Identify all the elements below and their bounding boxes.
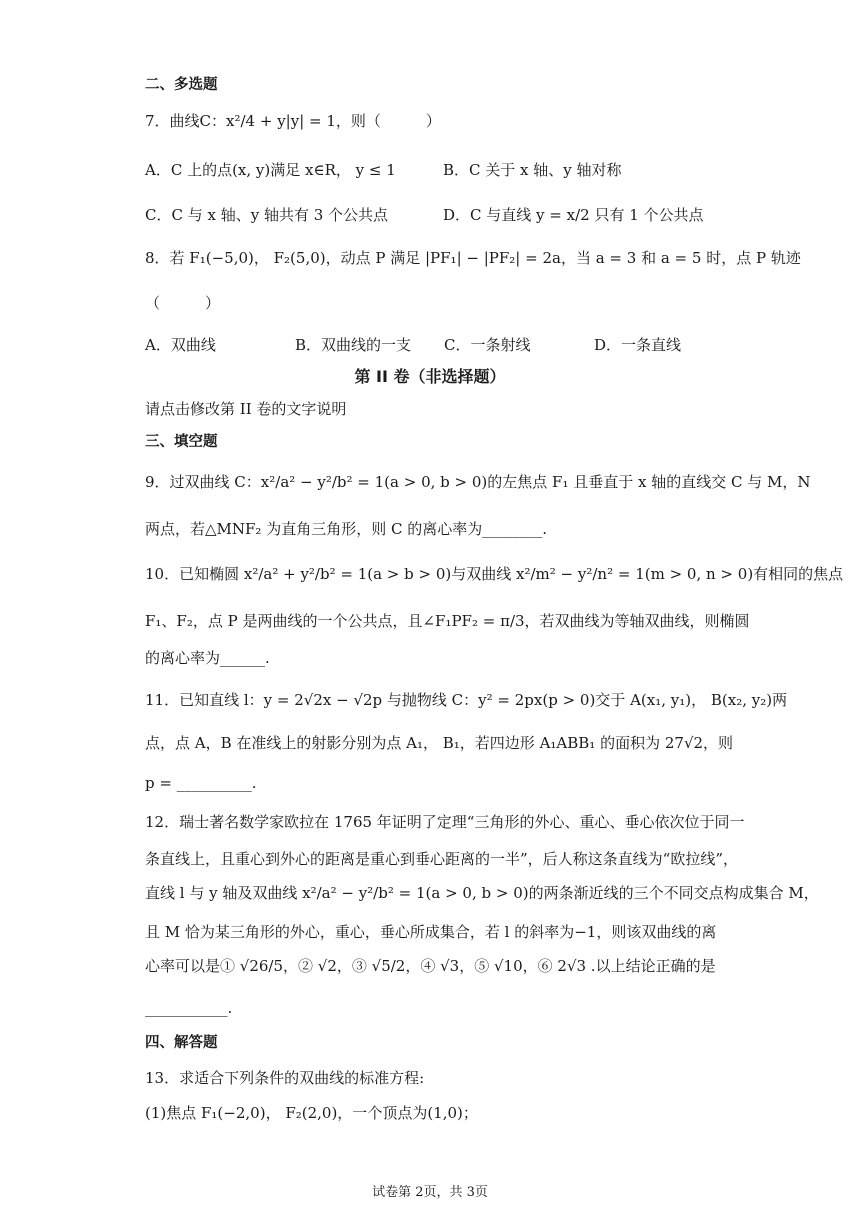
question-13-part-1: (1)焦点 F₁(−2,0)， F₂(2,0)，一个顶点为(1,0)； [145, 1104, 478, 1122]
question-12-line-2: 条直线上，且重心到外心的距离是重心到垂心距离的一半”，后人称这条直线为“欧拉线”， [145, 850, 739, 868]
question-7-option-a: A．C 上的点(x, y)满足 x∈R， y ≤ 1 [145, 161, 396, 179]
section-fill-blank-heading: 三、填空题 [145, 434, 218, 450]
part-2-note: 请点击修改第 II 卷的文字说明 [145, 400, 347, 418]
question-13-stem: 13．求适合下列条件的双曲线的标准方程: [145, 1069, 425, 1087]
section-multi-choice-heading: 二、多选题 [145, 77, 218, 93]
question-8-option-b: B．双曲线的一支 [295, 336, 412, 354]
question-8-stem: 8．若 F₁(−5,0)， F₂(5,0)，动点 P 满足 |PF₁| − |PF₂| = 2a，当 a = 3 和 a = 5 时，点 P 轨迹 [145, 249, 801, 267]
question-12-line-3: 直线 l 与 y 轴及双曲线 x²/a² − y²/b² = 1(a > 0, b > 0)的两条渐近线的三个不同交点构成集合 M， [145, 884, 819, 902]
question-8-paren: （ ） [145, 294, 221, 312]
question-12-line-1: 12．瑞士著名数学家欧拉在 1765 年证明了定理“三角形的外心、重心、垂心依次位于同一 [145, 813, 745, 831]
question-8-option-a: A．双曲线 [145, 336, 216, 354]
question-10-line-1: 10．已知椭圆 x²/a² + y²/b² = 1(a > b > 0)与双曲线 x²/m² − y²/n² = 1(m > 0, n > 0)有相同的焦点 [145, 565, 844, 583]
question-7-option-c: C．C 与 x 轴、y 轴共有 3 个公共点 [145, 206, 389, 224]
question-7-option-d: D．C 与直线 y = x/2 只有 1 个公共点 [443, 206, 704, 224]
question-12-line-5: 心率可以是① √26/5，② √2，③ √5/2，④ √3，⑤ √10，⑥ 2√3 .以上结论正确的是 [145, 957, 716, 975]
question-10-line-3: 的离心率为______. [145, 649, 270, 667]
question-7-option-b: B．C 关于 x 轴、y 轴对称 [443, 161, 622, 179]
page-footer: 试卷第 2页，共 3页 [372, 1185, 488, 1200]
question-12-line-6: ___________. [145, 999, 233, 1017]
question-9-line-2: 两点，若△MNF₂ 为直角三角形，则 C 的离心率为________. [145, 520, 547, 538]
question-8-option-d: D．一条直线 [594, 336, 682, 354]
question-11-line-1: 11．已知直线 l：y = 2√2x − √2p 与抛物线 C：y² = 2px(p > 0)交于 A(x₁, y₁)， B(x₂, y₂)两 [145, 691, 788, 709]
section-answer-heading: 四、解答题 [145, 1035, 218, 1051]
question-9-line-1: 9．过双曲线 C：x²/a² − y²/b² = 1(a > 0, b > 0)的左焦点 F₁ 且垂直于 x 轴的直线交 C 与 M，N [145, 473, 811, 491]
question-10-line-2: F₁、F₂，点 P 是两曲线的一个公共点，且∠F₁PF₂ = π/3，若双曲线为等轴双曲线，则椭圆 [145, 612, 750, 630]
question-11-line-3: p = __________. [145, 774, 257, 792]
part-2-title: 第 II 卷（非选择题） [354, 367, 506, 386]
question-11-line-2: 点，点 A，B 在准线上的射影分别为点 A₁， B₁，若四边形 A₁ABB₁ 的面积为 27√2，则 [145, 734, 734, 752]
question-8-option-c: C．一条射线 [444, 336, 531, 354]
question-12-line-4: 且 M 恰为某三角形的外心，重心，垂心所成集合，若 l 的斜率为−1，则该双曲线的离 [145, 923, 717, 941]
question-7-stem: 7．曲线C：x²/4 + y|y| = 1，则（ ） [145, 112, 441, 130]
